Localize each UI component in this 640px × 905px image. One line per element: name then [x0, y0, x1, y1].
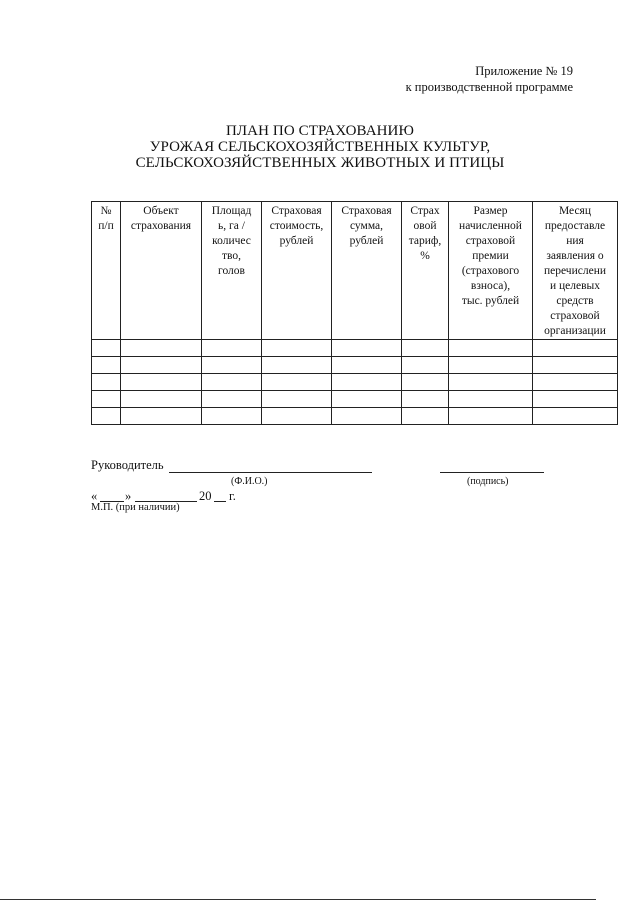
column-header-line: Площад [211, 205, 252, 217]
title-line-1: ПЛАН ПО СТРАХОВАНИЮ [225, 123, 415, 139]
column-header-6 [402, 202, 449, 340]
table-cell [332, 374, 402, 391]
table-cell [332, 357, 402, 374]
table-cell [332, 408, 402, 425]
table-cell [449, 374, 533, 391]
column-header-line: Страховая [271, 205, 322, 217]
table-cell [533, 408, 618, 425]
table-cell [121, 374, 202, 391]
table-cell [262, 340, 332, 357]
column-header-line: % [420, 250, 430, 262]
table-header-row [92, 202, 618, 340]
appendix-reference: к производственной программе [405, 80, 573, 94]
table-row [92, 408, 618, 425]
column-header-line: тариф, [408, 235, 442, 247]
column-header-line: сумма, [349, 220, 383, 232]
head-label: Руководитель [91, 458, 164, 472]
table-cell [262, 357, 332, 374]
table-cell [402, 357, 449, 374]
column-header-5 [332, 202, 402, 340]
column-header-line: начисленной [459, 220, 522, 232]
column-header-line: организации [544, 325, 606, 337]
column-header-line: и целевых [549, 280, 601, 292]
column-header-line: овой [413, 220, 437, 232]
appendix-number: Приложение № 19 [475, 64, 573, 78]
fio-caption: (Ф.И.О.) [231, 476, 268, 487]
table-cell [262, 374, 332, 391]
table-cell [121, 340, 202, 357]
column-header-line: страхования [130, 220, 192, 232]
column-header-line: взноса), [470, 280, 511, 292]
column-header-line: средств [556, 295, 594, 307]
table-cell [92, 391, 121, 408]
column-header-1 [92, 202, 121, 340]
column-header-line: заявления о [546, 250, 604, 262]
table-cell [533, 357, 618, 374]
page-bottom-rule [0, 899, 596, 900]
table-row [92, 374, 618, 391]
column-header-line: Месяц [558, 205, 591, 217]
column-header-line: стоимость, [269, 220, 324, 232]
column-header-line: страховой [550, 310, 600, 322]
column-header-line: № [100, 205, 112, 217]
column-header-line: предоставле [544, 220, 606, 232]
table-cell [121, 391, 202, 408]
table-cell [449, 340, 533, 357]
table-cell [533, 374, 618, 391]
column-header-line: страховой [465, 235, 516, 247]
column-header-7 [449, 202, 533, 340]
table-cell [533, 340, 618, 357]
title-line-3: СЕЛЬСКОХОЗЯЙСТВЕННЫХ ЖИВОТНЫХ И ПТИЦЫ [135, 155, 505, 171]
table-cell [121, 357, 202, 374]
table-cell [402, 391, 449, 408]
table-cell [92, 340, 121, 357]
stamp-label: М.П. (при наличии) [91, 502, 180, 513]
table-cell [332, 391, 402, 408]
table-cell [449, 408, 533, 425]
column-header-3 [202, 202, 262, 340]
column-header-line: Объект [143, 205, 179, 217]
date-year-prefix: 20 [199, 489, 212, 503]
column-header-line: количес [212, 235, 251, 247]
date-close-quote: » [125, 489, 132, 503]
signature-caption: (подпись) [467, 476, 509, 487]
document-title [0, 123, 640, 171]
column-header-line: премии [472, 250, 509, 262]
date-year-suffix: г. [229, 489, 236, 503]
table-cell [92, 408, 121, 425]
table-cell [402, 374, 449, 391]
table-cell [449, 391, 533, 408]
column-header-line: тыс. рублей [461, 295, 520, 307]
column-header-2 [121, 202, 202, 340]
table-cell [202, 340, 262, 357]
table-row [92, 340, 618, 357]
table-cell [449, 357, 533, 374]
table-cell [202, 408, 262, 425]
table-cell [332, 340, 402, 357]
column-header-line: рублей [349, 235, 384, 247]
table-cell [262, 391, 332, 408]
table-cell [92, 374, 121, 391]
table-cell [533, 391, 618, 408]
table-cell [402, 408, 449, 425]
signature-line [440, 472, 544, 473]
column-header-line: Размер [473, 205, 508, 217]
date-year-line [214, 501, 226, 502]
table-cell [402, 340, 449, 357]
table-cell [202, 357, 262, 374]
column-header-line: Страх [410, 205, 440, 217]
title-line-2: УРОЖАЯ СЕЛЬСКОХОЗЯЙСТВЕННЫХ КУЛЬТУР, [149, 139, 491, 155]
column-header-8 [533, 202, 618, 340]
date-open-quote: « [91, 489, 98, 503]
table-cell [121, 408, 202, 425]
table-row [92, 391, 618, 408]
table-cell [202, 374, 262, 391]
column-header-line: ния [566, 235, 584, 247]
column-header-line: ь, га / [218, 220, 245, 232]
column-header-line: рублей [279, 235, 314, 247]
table-row [92, 357, 618, 374]
column-header-line: тво, [221, 250, 241, 262]
fio-line [169, 472, 372, 473]
column-header-line: голов [218, 265, 245, 277]
column-header-line: перечислени [543, 265, 607, 277]
column-header-line: (страхового [461, 265, 520, 277]
column-header-4 [262, 202, 332, 340]
insurance-plan-table [91, 201, 618, 425]
column-header-line: п/п [98, 220, 114, 232]
table-cell [202, 391, 262, 408]
table-body [92, 340, 618, 425]
table-cell [262, 408, 332, 425]
appendix-note [406, 63, 573, 95]
table-cell [92, 357, 121, 374]
column-header-line: Страховая [341, 205, 392, 217]
